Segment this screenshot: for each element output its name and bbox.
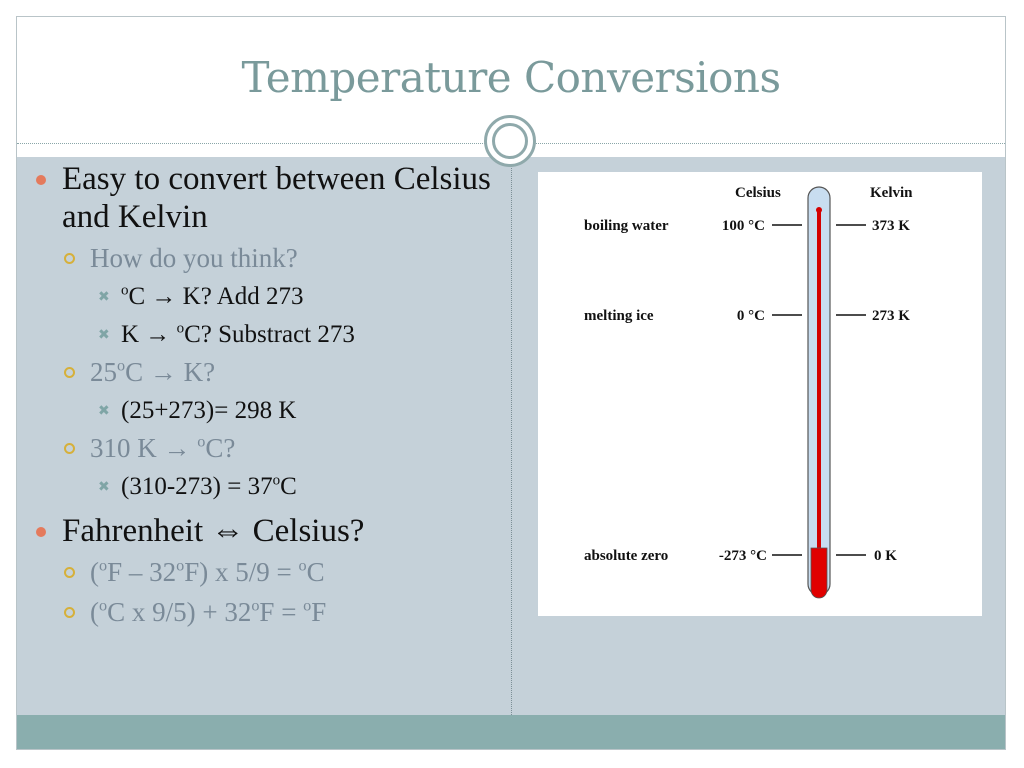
cross-bullet-icon: ✖ — [98, 479, 110, 495]
mercury-column — [817, 210, 821, 550]
cross-bullet-icon: ✖ — [98, 327, 110, 343]
row-label-absolute-zero: absolute zero — [584, 548, 669, 564]
cross-bullet-icon: ✖ — [98, 289, 110, 305]
footer-bar — [17, 715, 1005, 749]
kelvin-header: Kelvin — [870, 185, 913, 201]
sub-bullet-c-to-f: ($^o$C x $9/5) + 32^oF = ^oF$ — [24, 594, 494, 630]
kelvin-value-273: 273 K — [872, 308, 910, 324]
sub-bullet-25c: $25^oC \to K$? — [24, 354, 494, 390]
thermometer-figure — [538, 172, 982, 616]
bullet-fahrenheit-celsius: Fahrenheit ⇔ Celsius? — [24, 512, 494, 550]
slide-title: Temperature Conversions — [241, 53, 781, 102]
thermometer-diagram — [538, 172, 982, 616]
kelvin-value-373: 373 K — [872, 218, 910, 234]
sub-sub-bullet-add: ✖ $^o$C → K? Add 273 — [24, 278, 494, 316]
mercury-top — [816, 207, 822, 213]
sub-bullet-310k: 310 K → $^o$C? — [24, 430, 494, 466]
sub-bullet-how-think: How do you think? — [24, 240, 494, 276]
sub-sub-bullet-subtract: ✖ K → $^o$C? Substract 273 — [24, 316, 494, 354]
bullet-list — [24, 160, 494, 632]
row-label-boiling-water: boiling water — [584, 218, 669, 234]
column-divider — [511, 157, 512, 715]
cross-bullet-icon: ✖ — [98, 403, 110, 419]
sub-sub-bullet-298k: ✖ (25+273)= 298 K — [24, 392, 494, 430]
ring-bullet-icon — [64, 367, 75, 378]
celsius-header: Celsius — [735, 185, 781, 201]
ring-bullet-icon — [64, 253, 75, 264]
bullet-celsius-kelvin: Easy to convert between Celsius and Kelvin — [24, 160, 494, 236]
bullet-dot-icon — [36, 527, 46, 537]
sub-bullet-f-to-c: ($^o$F – 32$^o$F) x 5/9 = $^o$C — [24, 554, 494, 590]
ring-bullet-icon — [64, 443, 75, 454]
ring-bullet-icon — [64, 607, 75, 618]
celsius-value-100: 100 °C — [721, 218, 765, 234]
kelvin-value-0: 0 K — [874, 548, 897, 564]
ring-bullet-icon — [64, 567, 75, 578]
celsius-value-0: 0 °C — [736, 308, 765, 324]
bullet-dot-icon — [36, 175, 46, 185]
row-label-melting-ice: melting ice — [584, 308, 654, 324]
mercury-bulb — [811, 548, 827, 598]
celsius-value-neg273: -273 °C — [718, 548, 767, 564]
sub-sub-bullet-37c: ✖ $(310-273) = 37^oC$ — [24, 468, 494, 506]
